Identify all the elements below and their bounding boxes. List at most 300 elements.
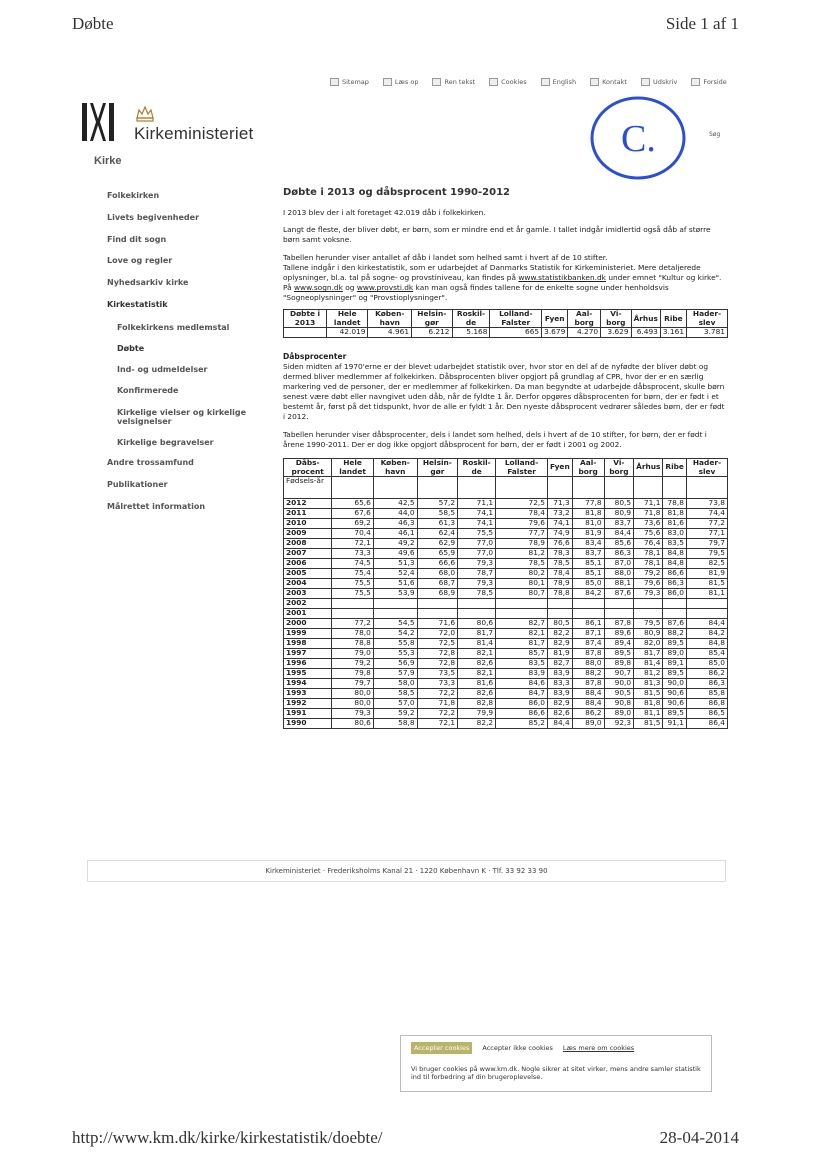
table-cell: 83,7 xyxy=(604,519,634,529)
table-cell: 57,2 xyxy=(417,499,458,509)
table-header-cell: Vi-borg xyxy=(601,310,631,328)
print-page-number: Side 1 af 1 xyxy=(665,14,739,33)
english-link[interactable]: English xyxy=(541,78,576,86)
year-cell: 2005 xyxy=(284,569,332,579)
table-cell xyxy=(547,477,572,499)
table-cell: 86,3 xyxy=(686,679,727,689)
table-cell xyxy=(634,477,663,499)
year-cell: 2007 xyxy=(284,549,332,559)
table-cell xyxy=(373,477,417,499)
table-cell: 58,8 xyxy=(373,719,417,729)
table-cell: 89,5 xyxy=(663,669,687,679)
table-header-cell: Aal-borg xyxy=(572,459,604,477)
table-cell: 3.781 xyxy=(687,328,728,338)
table-cell: 81,9 xyxy=(572,529,604,539)
table-cell: 81,6 xyxy=(663,519,687,529)
print-link[interactable]: Udskriv xyxy=(641,78,677,86)
sidebar-item-nyhedsarkiv[interactable]: Nyhedsarkiv kirke xyxy=(107,278,189,288)
logo-text: Kirkeministeriet xyxy=(134,124,254,143)
table-cell: 87,8 xyxy=(572,649,604,659)
table-cell: 65,6 xyxy=(332,499,374,509)
table-cell: 89,0 xyxy=(604,709,634,719)
table-cell: 89,8 xyxy=(604,659,634,669)
table-cell: 67,6 xyxy=(332,509,374,519)
table-cell: 69,2 xyxy=(332,519,374,529)
table-cell: 72,0 xyxy=(417,629,458,639)
table-cell: 72,5 xyxy=(417,639,458,649)
flag-icon xyxy=(541,78,550,86)
table-cell: 73,2 xyxy=(547,509,572,519)
table-cell: 82,7 xyxy=(496,619,548,629)
table-cell xyxy=(332,477,374,499)
section-heading: Dåbsprocenter xyxy=(283,351,347,361)
table-cell: 74,1 xyxy=(458,519,496,529)
table-header-cell: Roskil-de xyxy=(452,310,490,328)
table-cell: 66,6 xyxy=(417,559,458,569)
table-header-cell: Fyen xyxy=(542,310,568,328)
table-cell: 89,6 xyxy=(604,629,634,639)
baptisms-2013-table xyxy=(283,309,728,338)
table-cell xyxy=(373,599,417,609)
table-cell: 86,3 xyxy=(604,549,634,559)
plain-text-link[interactable]: Ren tekst xyxy=(432,78,475,86)
table-cell: 80,1 xyxy=(496,579,548,589)
table-cell: 86,6 xyxy=(496,709,548,719)
table-cell: 87,6 xyxy=(604,589,634,599)
year-cell: 1991 xyxy=(284,709,332,719)
table-cell: 75,5 xyxy=(332,589,374,599)
table-header-cell: Dåbs-procent xyxy=(284,459,332,477)
table-cell: 87,8 xyxy=(572,679,604,689)
table-cell: 82,6 xyxy=(458,689,496,699)
table-cell: 81,2 xyxy=(634,669,663,679)
sidebar-subitem-begravelser[interactable]: Kirkelige begravelser xyxy=(117,437,214,447)
table-cell: 42.019 xyxy=(327,328,368,338)
statistikbanken-link[interactable]: www.statistikbanken.dk xyxy=(518,273,606,283)
sources-paragraph: Tabellen herunder viser antallet af dåb i landet som helhed samt i hvert af de 10 stifter. Tallene indgår i den kirkestatistik, som er udarbejdet af Danmarks Statistik for Kirkeministeriet. Mere detaljerede oplysninger, bl.a. tal på sogne- og provstiniveau, kan findes på www.statistikbanken.dk under emnet "Kultur og kirke". På www.sogn.dk og www.provsti.dk kan man også findes tallene for de enkelte sogne under henholdsvis "Sogneoplysninger" og "Provstioplysninger". xyxy=(283,253,722,303)
description-paragraph: Langt de fleste, der bliver døbt, er børn, som er mindre end et år gamle. I tallet indgår imidlertid også dåb af større børn samt voksne. xyxy=(283,225,711,245)
table-cell: 86,1 xyxy=(572,619,604,629)
table-cell: 68,9 xyxy=(417,589,458,599)
year-cell: 2000 xyxy=(284,619,332,629)
table-cell: 89,5 xyxy=(604,649,634,659)
table-cell: 87,6 xyxy=(663,619,687,629)
table-cell: 79,7 xyxy=(686,539,727,549)
print-date: 28-04-2014 xyxy=(659,1128,739,1147)
table-cell: 83,7 xyxy=(572,549,604,559)
table-cell: 86,6 xyxy=(663,569,687,579)
provsti-link[interactable]: www.provsti.dk xyxy=(356,283,414,293)
table-cell: 80,9 xyxy=(634,629,663,639)
year-cell: 1997 xyxy=(284,649,332,659)
year-cell: 1992 xyxy=(284,699,332,709)
table-cell: 83,0 xyxy=(663,529,687,539)
table-header-cell: Køben-havn xyxy=(368,310,412,328)
table-cell: 81,4 xyxy=(634,659,663,669)
table-cell: 79,3 xyxy=(332,709,374,719)
accept-cookies-button[interactable]: Accepter cookies xyxy=(411,1042,472,1054)
table-cell: 83,4 xyxy=(572,539,604,549)
table-cell: 74,1 xyxy=(458,509,496,519)
table-cell: 49,6 xyxy=(373,549,417,559)
table-cell: 86,3 xyxy=(663,579,687,589)
table-cell: 81,7 xyxy=(458,629,496,639)
table-header-cell: Lolland-Falster xyxy=(496,459,548,477)
table-cell: 78,9 xyxy=(547,579,572,589)
table-cell: 52,4 xyxy=(373,569,417,579)
table-cell xyxy=(496,477,548,499)
table-cell: 42,5 xyxy=(373,499,417,509)
table-cell xyxy=(458,609,496,619)
table-cell: 44,0 xyxy=(373,509,417,519)
home-link[interactable]: Forside xyxy=(691,78,726,86)
year-cell: 1995 xyxy=(284,669,332,679)
table-cell: 88,0 xyxy=(572,659,604,669)
table-cell: 6.212 xyxy=(412,328,452,338)
table-cell: 78,5 xyxy=(547,559,572,569)
table-cell: 80,0 xyxy=(332,689,374,699)
table-cell: 88,1 xyxy=(604,579,634,589)
table-cell xyxy=(547,609,572,619)
table-cell: 68,0 xyxy=(417,569,458,579)
table-header-cell: Hader-slev xyxy=(686,459,727,477)
table-cell xyxy=(332,599,374,609)
table-cell: 83,5 xyxy=(496,659,548,669)
table-cell: 79,3 xyxy=(458,579,496,589)
year-cell: 2009 xyxy=(284,529,332,539)
table-cell: 80,6 xyxy=(332,719,374,729)
table-cell: 4.961 xyxy=(368,328,412,338)
table-row xyxy=(284,519,728,529)
table-cell: 81,3 xyxy=(634,679,663,689)
table-cell: 79,6 xyxy=(634,579,663,589)
table-cell: 55,8 xyxy=(373,639,417,649)
table-cell: 77,0 xyxy=(458,549,496,559)
year-cell: 2010 xyxy=(284,519,332,529)
table-cell xyxy=(332,609,374,619)
annotation-text: C. xyxy=(621,118,656,160)
sidebar-subitem-medlemstal[interactable]: Folkekirkens medlemstal xyxy=(117,322,230,332)
table-cell: 81,1 xyxy=(634,709,663,719)
sidebar-item-find-dit-sogn[interactable]: Find dit sogn xyxy=(107,234,167,244)
table-cell: 75,4 xyxy=(332,569,374,579)
table-cell: 85,0 xyxy=(686,659,727,669)
table-cell: 86,0 xyxy=(663,589,687,599)
table-cell: 90,8 xyxy=(604,699,634,709)
table-cell: 85,8 xyxy=(686,689,727,699)
table-cell: 74,9 xyxy=(547,529,572,539)
search-link[interactable]: Søg xyxy=(709,131,721,138)
table-header-row xyxy=(284,459,728,477)
sidebar-item-publikationer[interactable]: Publikationer xyxy=(107,479,168,489)
table-cell: 74,4 xyxy=(686,509,727,519)
table-cell: 82,1 xyxy=(458,649,496,659)
table-cell: 77,2 xyxy=(686,519,727,529)
table-cell: 82,2 xyxy=(547,629,572,639)
table-cell: 89,1 xyxy=(663,659,687,669)
table-cell: 54,2 xyxy=(373,629,417,639)
table-cell xyxy=(686,599,727,609)
table-cell: 87,0 xyxy=(604,559,634,569)
table-cell xyxy=(496,599,548,609)
table-cell: 89,0 xyxy=(663,649,687,659)
table-cell: 58,5 xyxy=(417,509,458,519)
table-cell: 75,5 xyxy=(458,529,496,539)
table-cell: 85,0 xyxy=(572,579,604,589)
table-cell: 78,8 xyxy=(547,589,572,599)
table-header-cell: Helsin-gør xyxy=(412,310,452,328)
table-cell xyxy=(604,477,634,499)
table-cell: 85,1 xyxy=(572,559,604,569)
table-cell: 71,8 xyxy=(417,699,458,709)
table-cell: 81,7 xyxy=(634,649,663,659)
table-row xyxy=(284,599,728,609)
table-cell: 87,4 xyxy=(572,639,604,649)
table-cell: 89,5 xyxy=(663,639,687,649)
table-row xyxy=(284,719,728,729)
year-cell: 1994 xyxy=(284,679,332,689)
table-cell: 79,9 xyxy=(458,709,496,719)
table-cell: 72,8 xyxy=(417,659,458,669)
table-cell: 74,5 xyxy=(332,559,374,569)
table-cell: 58,0 xyxy=(373,679,417,689)
table-cell: 3.629 xyxy=(601,328,631,338)
table-cell: 86,2 xyxy=(572,709,604,719)
table-cell: 81,0 xyxy=(572,519,604,529)
contact-link[interactable]: Kontakt xyxy=(590,78,627,86)
table-cell: 78,7 xyxy=(458,569,496,579)
table-cell: 85,2 xyxy=(496,719,548,729)
year-cell: 1998 xyxy=(284,639,332,649)
table-cell: 91,1 xyxy=(663,719,687,729)
table-cell: 84,8 xyxy=(663,549,687,559)
table-row xyxy=(284,679,728,689)
table-cell: 72,1 xyxy=(332,539,374,549)
table-header-cell: Helsin-gør xyxy=(417,459,458,477)
cookie-icon xyxy=(489,78,498,86)
table-cell xyxy=(284,328,327,338)
baptism-rate-paragraph: Siden midten af 1970'erne er der blevet udarbejdet statistik over, hvor stor en del af de nyfødte der bliver døbt og dermed bliver medlemmer af folkekirken. Dåbsprocenten bliver opgjort på grundlag af CPR, hvor der er en særlig markering ved de personer, der er medlemmer af folkekirken. Da man begyndte at udarbejde dåbsprocent, skulle børn senest være døbt eller navngivet uden dåb, når de fyldte 1 år. Derfor opgøres dåbsprocenten for børn, der er født i et bestemt år, først på det tidspunkt, hvor de alle er fyldt 1 år. Den nyeste dåbsprocent vedrører således børn, der er født i 2012. xyxy=(283,362,725,422)
year-cell: 2001 xyxy=(284,609,332,619)
reject-cookies-button[interactable]: Accepter ikke cookies xyxy=(482,1044,553,1052)
table-row xyxy=(284,669,728,679)
cookies-link[interactable]: Cookies xyxy=(489,78,526,86)
table-cell: 86,4 xyxy=(686,719,727,729)
sitemap-link[interactable]: Sitemap xyxy=(330,78,369,86)
table-cell: 78,4 xyxy=(496,509,548,519)
table-cell: 78,4 xyxy=(547,569,572,579)
table-cell: 78,3 xyxy=(547,549,572,559)
year-cell: 2003 xyxy=(284,589,332,599)
table-cell xyxy=(417,477,458,499)
table-header-cell: Fyen xyxy=(547,459,572,477)
table-cell: 85,7 xyxy=(496,649,548,659)
site-footer: Kirkeministeriet · Frederiksholms Kanal 21 · 1220 København K · Tlf. 33 92 33 90 xyxy=(87,860,726,882)
table-cell: 76,4 xyxy=(634,539,663,549)
table-cell: 78,1 xyxy=(634,549,663,559)
table-cell xyxy=(572,599,604,609)
table-cell xyxy=(458,477,496,499)
table-row xyxy=(284,499,728,509)
year-cell: 2011 xyxy=(284,509,332,519)
table-cell: 81,9 xyxy=(547,649,572,659)
table-cell: 88,4 xyxy=(572,689,604,699)
table-cell: 90,7 xyxy=(604,669,634,679)
table-cell: 82,1 xyxy=(496,629,548,639)
table-cell: 88,4 xyxy=(572,699,604,709)
table-row xyxy=(284,639,728,649)
table-row xyxy=(284,699,728,709)
table-cell: 80,0 xyxy=(332,699,374,709)
table-cell: 73,6 xyxy=(634,519,663,529)
table-cell: 81,8 xyxy=(572,509,604,519)
table-cell xyxy=(547,599,572,609)
table-header-cell: Lolland-Falster xyxy=(490,310,542,328)
table-cell: 79,2 xyxy=(634,569,663,579)
table-cell: 71,6 xyxy=(417,619,458,629)
cookie-info-link[interactable]: Læs mere om cookies xyxy=(562,1044,635,1052)
table-cell xyxy=(604,609,634,619)
table-cell: 86,5 xyxy=(686,709,727,719)
table-cell: 92,3 xyxy=(604,719,634,729)
table-header-cell: Hele landet xyxy=(327,310,368,328)
envelope-icon xyxy=(590,78,599,86)
table-row xyxy=(284,689,728,699)
table-cell xyxy=(663,609,687,619)
sidebar-subitem-vielser[interactable]: Kirkelige vielser og kirkelige velsignelser xyxy=(117,407,247,426)
sidebar-subitem-ind-og-udmeldelser[interactable]: Ind- og udmeldelser xyxy=(117,365,208,375)
table-cell: 82,0 xyxy=(634,639,663,649)
sidebar-subitem-doebte[interactable]: Døbte xyxy=(117,343,145,353)
cookie-text: Vi bruger cookies på www.km.dk. Nogle sikrer at sitet virker, mens andre samler statistik ind til forbedring af din brugeroplevelse. xyxy=(411,1065,701,1082)
table-cell: 86,8 xyxy=(686,699,727,709)
table-cell: 89,4 xyxy=(604,639,634,649)
table-cell: 80,6 xyxy=(458,619,496,629)
table-cell: 81,4 xyxy=(458,639,496,649)
table-cell: 78,1 xyxy=(634,559,663,569)
table-header-cell: Hader-slev xyxy=(687,310,728,328)
table-cell: 76,6 xyxy=(547,539,572,549)
kirkeministeriet-logo-icon[interactable] xyxy=(82,103,114,141)
sidebar-subitem-konfirmerede[interactable]: Konfirmerede xyxy=(117,386,179,396)
table-cell: 73,5 xyxy=(417,669,458,679)
table-cell xyxy=(663,599,687,609)
table-cell: 82,1 xyxy=(458,669,496,679)
table-cell: 59,2 xyxy=(373,709,417,719)
table-cell: 71,8 xyxy=(634,509,663,519)
table-cell: 84,6 xyxy=(496,679,548,689)
table-cell: 54,5 xyxy=(373,619,417,629)
table-cell: 79,3 xyxy=(458,559,496,569)
year-cell: 2002 xyxy=(284,599,332,609)
table-cell: 82,5 xyxy=(686,559,727,569)
table-cell: 79,6 xyxy=(496,519,548,529)
table-cell: 81,6 xyxy=(458,679,496,689)
table-cell: 87,8 xyxy=(604,619,634,629)
table-cell: 57,9 xyxy=(373,669,417,679)
table-row xyxy=(284,629,728,639)
table-cell: 83,9 xyxy=(496,669,548,679)
sidebar-item-maalrettet-information[interactable]: Målrettet information xyxy=(107,501,206,511)
table-cell: 75,6 xyxy=(634,529,663,539)
table-cell xyxy=(417,599,458,609)
table-cell: 78,0 xyxy=(332,629,374,639)
speaker-icon xyxy=(383,78,392,86)
table-cell: 84,4 xyxy=(604,529,634,539)
table-row xyxy=(284,549,728,559)
table-cell: 90,6 xyxy=(663,699,687,709)
sidebar-item-kirkestatistik[interactable]: Kirkestatistik xyxy=(107,299,168,309)
sogn-link[interactable]: www.sogn.dk xyxy=(294,283,343,293)
table-cell xyxy=(496,609,548,619)
table-cell: 55,3 xyxy=(373,649,417,659)
table-cell: 85,6 xyxy=(604,539,634,549)
table-cell xyxy=(686,477,727,499)
page-title: Døbte i 2013 og dåbsprocent 1990-2012 xyxy=(283,187,510,198)
table-header-cell: Køben-havn xyxy=(373,459,417,477)
year-cell: 2008 xyxy=(284,539,332,549)
cookie-banner xyxy=(400,1035,712,1092)
table-cell: 79,8 xyxy=(332,669,374,679)
table-cell: 82,7 xyxy=(547,659,572,669)
table-cell: 51,6 xyxy=(373,579,417,589)
table-row xyxy=(284,529,728,539)
table-row xyxy=(284,709,728,719)
sidebar-item-folkekirken[interactable]: Folkekirken xyxy=(107,191,160,200)
table-cell: 71,3 xyxy=(547,499,572,509)
main-content xyxy=(283,186,728,729)
table-cell: 83,5 xyxy=(663,539,687,549)
table-row xyxy=(284,509,728,519)
read-aloud-link[interactable]: Læs op xyxy=(383,78,419,86)
table-cell: 74,1 xyxy=(547,519,572,529)
table-cell: 90,0 xyxy=(604,679,634,689)
year-cell: 2006 xyxy=(284,559,332,569)
table-row xyxy=(284,659,728,669)
sidebar-item-andre-trossamfund[interactable]: Andre trossamfund xyxy=(107,458,194,468)
table-cell: 77,2 xyxy=(332,619,374,629)
sidebar-item-livets-begivenheder[interactable]: Livets begivenheder xyxy=(107,212,200,222)
sidebar-item-love-og-regler[interactable]: Love og regler xyxy=(107,256,173,266)
table-cell: 90,6 xyxy=(663,689,687,699)
baptism-rate-table xyxy=(283,458,728,729)
document-icon xyxy=(432,78,441,86)
table-header-cell: Århus xyxy=(631,310,660,328)
table-cell: 80,2 xyxy=(496,569,548,579)
table-cell: 82,6 xyxy=(547,709,572,719)
table-cell: 79,5 xyxy=(634,619,663,629)
table-cell xyxy=(663,477,687,499)
table-cell: 81,8 xyxy=(634,699,663,709)
table-header-row xyxy=(284,310,728,328)
table-cell: 3.161 xyxy=(660,328,686,338)
printer-icon xyxy=(641,78,650,86)
table-cell: 80,7 xyxy=(496,589,548,599)
table-cell: 78,9 xyxy=(496,539,548,549)
table-cell: 77,7 xyxy=(496,529,548,539)
home-icon xyxy=(691,78,700,86)
table-cell: 79,7 xyxy=(332,679,374,689)
table-cell: 72,2 xyxy=(417,689,458,699)
table-cell: 46,3 xyxy=(373,519,417,529)
table-row xyxy=(284,589,728,599)
table-row xyxy=(284,619,728,629)
table-cell: 73,8 xyxy=(686,499,727,509)
table-cell: 56,9 xyxy=(373,659,417,669)
sitemap-icon xyxy=(330,78,339,86)
table-cell: 78,8 xyxy=(663,499,687,509)
table-cell xyxy=(417,609,458,619)
